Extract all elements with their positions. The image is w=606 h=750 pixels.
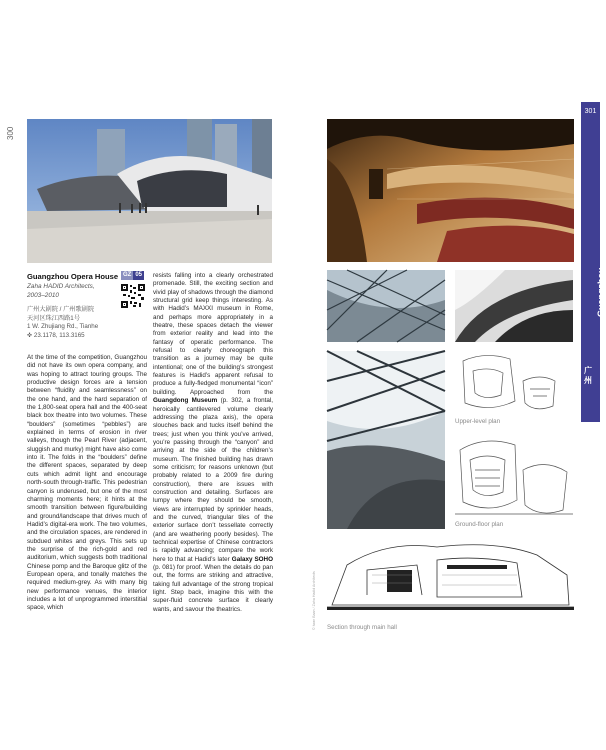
link-guangdong-museum[interactable]: Guangdong Museum: [153, 397, 218, 405]
ground-floor-plan: [455, 430, 573, 518]
address-en: 1 W. Zhujiang Rd., Tianhe: [27, 323, 99, 330]
section-drawing: [327, 535, 574, 620]
atrium-photo: [327, 351, 445, 529]
link-galaxy-soho[interactable]: Galaxy SOHO: [231, 555, 274, 563]
page-number-left-text: 300: [6, 126, 15, 140]
entry-badge: [121, 271, 144, 280]
page-number-right: 301: [584, 108, 597, 115]
upper-level-plan: [455, 351, 573, 416]
qr-code-icon[interactable]: [121, 284, 145, 308]
caption-section: Section through main hall: [327, 624, 397, 631]
building-title: Guangzhou Opera House: [27, 272, 119, 281]
page-number-left: [4, 112, 18, 142]
badge-city: GZ: [123, 272, 132, 278]
facade-photo: [327, 270, 445, 342]
body-text-column-2: [153, 272, 273, 614]
interior-photo: [455, 270, 573, 342]
caption-upper-plan: Upper-level plan: [455, 418, 501, 425]
photo-credit: [312, 470, 320, 630]
address-cn-1: 广州大剧院 / 广州歌剧院: [27, 306, 95, 313]
coordinates-text: 23.1178, 113.3165: [33, 331, 85, 339]
address-cn-2: 天河区珠江西路1号: [27, 314, 80, 322]
years: 2003–2010: [27, 292, 59, 299]
body-text-part: (p. 081) for proof. When the details do pan out, the forms are striking and attractive, taking full advantage of the strong tropical light. Step back, imagine this with the super-fluid concrete surface it clearly wants, and savour the theatrics.: [153, 564, 273, 613]
city-name-cjk: 广州: [584, 366, 592, 385]
location-icon: ✜: [27, 331, 34, 339]
architect: Zaha HADID Architects,: [27, 283, 95, 290]
body-text-column-1: At the time of the competition, Guangzhou did not have its own opera company, and was hoping to attract touring groups. The productive design forces are a tension between “fluidity and seamlessness” on the one hand, and the hard separation of the 1,800-seat opera hall and the 400-seat black box theatre into two volumes. These “boulders” (sometimes “pebbles”) are explained in terms of erosion in river valleys, though the Pearl River (adjacent, sluggish and murky) might have also come into it. The folds in the “boulders” define the different spaces, separated by deep cuts which admit light and encourage north-south through-traffic. This pedestrian canyon is underused, but one of the most charming moments here; it hints at the smooth transition between figure/building and ground/landscape that drives much of Hadid’s digital-era work. The two volumes, and the circulation spaces, are rendered in subdued whites and greys. This sets up the surprise of the rich-gold and red auditorium, which suggests both traditional Chinese pomp and the Baroque glitz of the European opera, and tonally matches the required medium-grey. As with many big new performance venues, the interior includes a lot of unprogrammed interstitial space, which: [27, 354, 147, 612]
coordinates: [27, 332, 142, 341]
city-name: Guangzhou: [596, 267, 606, 317]
photo-credit-text: © Iwan Baan / Zaha Hadid Architects: [312, 571, 316, 630]
body-text-part: (p. 302, a frontal, heroically cantilevered volume clearly addressing the plaza axis), the opera slouches back and tucks itself behind the trees; just when you think you’ve arrived, you’re passing through the “canyon” and arriving at the side of the children’s museum. The finished building has drawn some criticism; for reasons unknown (but probably related to a 2009 fire during construction), there are issues with construction and detailing. Surfaces are lumpy where they should be smooth, views are interrupted by sprinkler heads, and the curved, triangular tiles of the exterior surface don’t tessellate correctly (and are weathering poorly besides). The technical expertise of Chinese contractors is rapidly advancing; compare the work here to that at Hadid’s later: [153, 397, 273, 563]
city-side-tab: [581, 102, 606, 422]
body-text-part: resists falling into a clearly orchestrated promenade. Still, the exciting section and vivid play of shadows through the diamond structural grid keep things interesting. As with Hadid’s MAXXI museum in Rome, and perhaps more appropriately in a theatre, these spaces detach the viewer from exterior reality and lead into the fantasy of operatic performance. The refusal to clearly choreograph this transition as a journey may be quite intentional; one of the building’s strongest features is Hadid’s apparent refusal to produce a fully-fledged monumental “icon” building. Approached from the: [153, 272, 273, 396]
badge-number: 05: [135, 272, 143, 278]
auditorium-photo: [327, 119, 574, 262]
exterior-photo: [27, 119, 272, 263]
caption-ground-plan: Ground-floor plan: [455, 521, 504, 528]
